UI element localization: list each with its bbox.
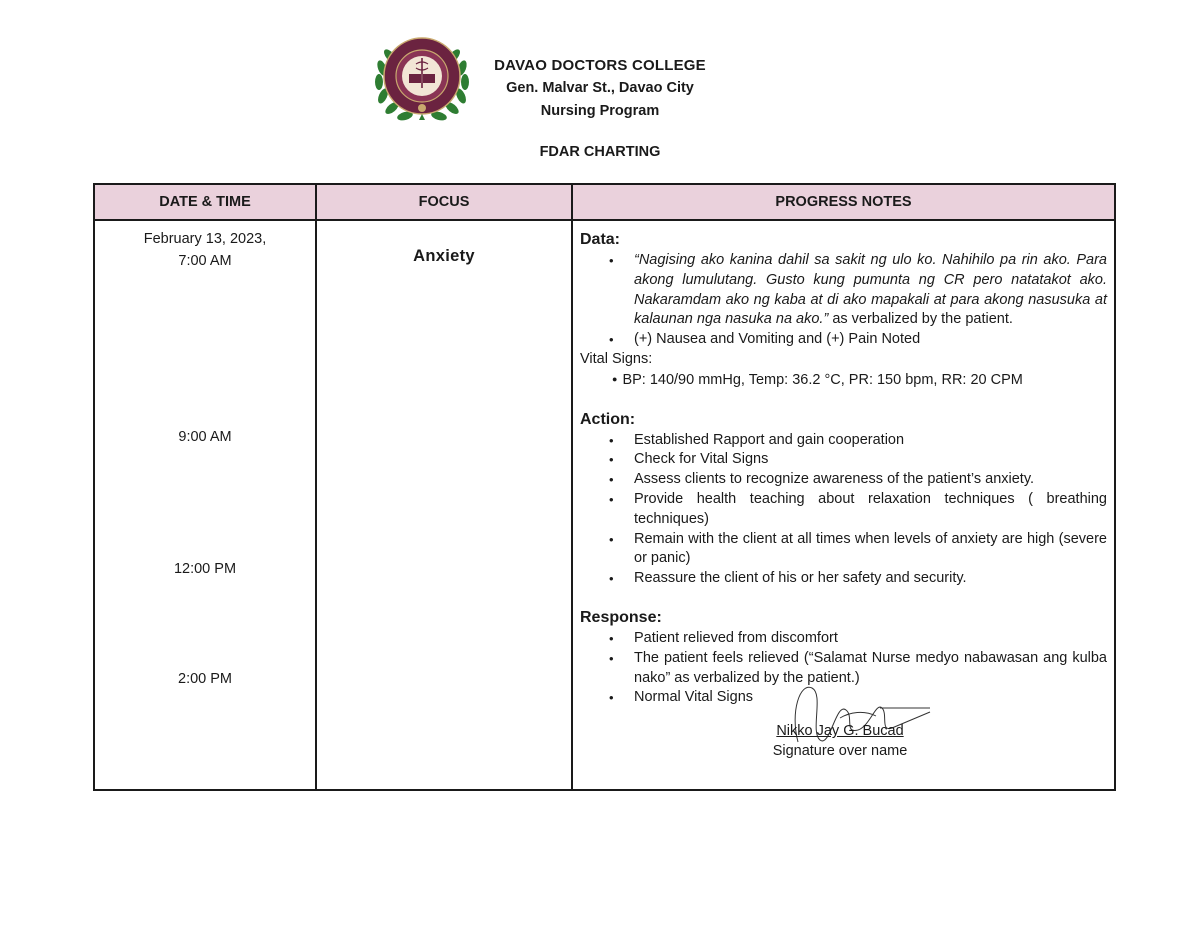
signature-caption: Signature over name (772, 742, 908, 759)
college-info (480, 54, 720, 123)
list-item: • Assess clients to recognize awareness of the patient’s anxiety. (634, 470, 1107, 490)
list-item: • The patient feels relieved (“Salamat Nurse medyo nabawasan ang kulba nako” as verbalized by the patient.) (634, 649, 1107, 689)
entry-date: February 13, 2023, (143, 231, 267, 247)
list-item (634, 251, 1107, 330)
table-header-row (94, 184, 1115, 220)
time-2pm: 2:00 PM (178, 671, 232, 687)
time-7am: 7:00 AM (178, 253, 232, 269)
header-date-time: DATE & TIME (94, 184, 316, 220)
list-item: • Provide health teaching about relaxation techniques ( breathing techniques) (634, 490, 1107, 530)
action-section-title: Action: (580, 410, 636, 428)
list-item: • Reassure the client of his or her safety and security. (634, 569, 1107, 589)
list-item: • Established Rapport and gain cooperation (634, 431, 1107, 451)
list-item: • (+) Nausea and Vomiting and (+) Pain Noted (634, 330, 1107, 350)
vital-signs-values: ● BP: 140/90 mmHg, Temp: 36.2 °C, PR: 150 bpm, RR: 20 CPM (580, 370, 1107, 391)
college-address: Gen. Malvar St., Davao City (506, 80, 694, 96)
focus-text: Anxiety (413, 247, 475, 265)
progress-notes-cell (572, 220, 1115, 790)
quote-suffix: as verbalized by the patient. (828, 311, 1013, 328)
document-title: FDAR CHARTING (539, 144, 661, 160)
header-progress-notes: PROGRESS NOTES (572, 184, 1115, 220)
signature-name: Nikko Jay G. Bucad (776, 723, 904, 740)
list-item: • Remain with the client at all times when levels of anxiety are high (severe or panic) (634, 530, 1107, 570)
list-item: • Normal Vital Signs (634, 688, 1107, 708)
date-time-cell (94, 220, 316, 790)
program-name: Nursing Program (540, 103, 660, 119)
patient-quote: “Nagising ako kanina dahil sa sakit ng ulo ko. Nahihilo pa rin ako. Para akong lumulutang. Gusto kung pumunta ng CR pero natatakot ako. Nakaramdam ako ng kaba at di ako mapakali at para akong nasusuka at kalaunan nga nasuka na ako.” (634, 252, 1107, 328)
action-list (580, 431, 1107, 589)
document-header (372, 30, 832, 125)
response-section-title: Response: (580, 608, 662, 626)
table-row (94, 220, 1115, 790)
list-item: • Check for Vital Signs (634, 450, 1107, 470)
data-list (580, 251, 1107, 350)
data-section-title: Data: (580, 231, 621, 248)
time-9am: 9:00 AM (178, 429, 232, 445)
fdar-table (93, 183, 1116, 791)
signature-block (580, 722, 1100, 762)
college-name: DAVAO DOCTORS COLLEGE (494, 57, 706, 74)
college-seal-icon (372, 30, 472, 125)
time-12pm: 12:00 PM (173, 561, 237, 577)
progress-notes (573, 221, 1114, 770)
header-focus: FOCUS (316, 184, 572, 220)
list-item: • Patient relieved from discomfort (634, 629, 1107, 649)
vital-signs-label: Vital Signs: (580, 350, 653, 367)
focus-cell (316, 220, 572, 790)
